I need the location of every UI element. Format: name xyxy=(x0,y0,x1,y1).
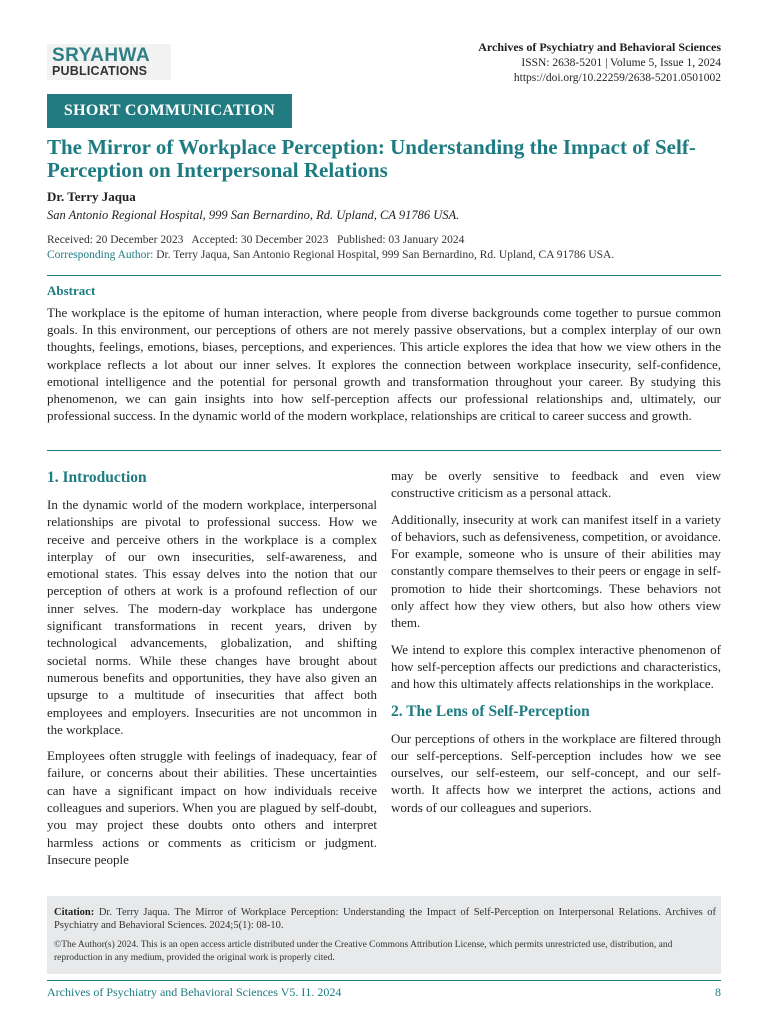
issn-line: ISSN: 2638-5201 | Volume 5, Issue 1, 2024 xyxy=(521,56,721,69)
article-title: The Mirror of Workplace Perception: Understanding the Impact of Self-Perception on Interpersonal Relations xyxy=(47,135,696,182)
page-number: 8 xyxy=(715,985,721,999)
column-right xyxy=(391,467,721,825)
logo-wordmark-bottom: PUBLICATIONS xyxy=(52,64,148,78)
abstract-heading: Abstract xyxy=(47,283,96,298)
paragraph: Employees often struggle with feelings of inadequacy, fear of failure, or concerns about their abilities. These uncertainties can have a significant impact on how individuals receive colleagues and superiors. When you are plagued by self-doubt, you may project these doubts onto others and interpret harmless actions or comments as criticism or judgment. Insecure people xyxy=(47,748,377,867)
author-name: Dr. Terry Jaqua xyxy=(47,189,136,204)
citation-box xyxy=(47,896,721,974)
citation xyxy=(54,906,716,932)
corresponding-author-text: Dr. Terry Jaqua, San Antonio Regional Hospital, 999 San Bernardino, Rd. Upland, CA 91786 USA. xyxy=(156,249,615,261)
paragraph-continued: may be overly sensitive to feedback and even view constructive criticism as a personal attack. xyxy=(391,468,721,501)
paragraph: Our perceptions of others in the workplace are filtered through our self-perceptions. Self-perception includes how we see ourselves, our self-esteem, our self-concept, and our self-worth. It affects how we interpret the actions, actions and words of our colleagues and superiors. xyxy=(391,730,721,815)
divider-footer xyxy=(47,980,721,981)
citation-label: Citation: xyxy=(54,907,95,918)
divider-abstract xyxy=(47,450,721,451)
logo-wordmark-top: SRYAHWA xyxy=(52,45,151,66)
publication-dates: Received: 20 December 2023 Accepted: 30 December 2023 Published: 03 January 2024 xyxy=(47,234,465,246)
paragraph: In the dynamic world of the modern workplace, interpersonal relationships are pivotal to professional success. How we receive and perceive others in the workplace is a complex interplay of our own insecurities, self-awareness, and emotional states. This essay delves into the notion that our perception of others at work is a profound reflection of our inner selves. The modern-day workplace has undergone significant transformations in recent years, driven by technological advancements, globalization, and shifting societal norms. While these changes have brought about numerous benefits and opportunities, they have also given an upsurge to a multitude of insecurities that affect both employees and employers. Insecurities are not uncommon in the workplace. xyxy=(47,497,377,737)
article-type-banner: SHORT COMMUNICATION xyxy=(47,94,292,128)
journal-name: Archives of Psychiatry and Behavioral Sciences xyxy=(478,40,721,54)
license-text: ©The Author(s) 2024. This is an open access article distributed under the Creative Commons Attribution License, which permits unrestricted use, distribution, and reproduction in any medium, provided the original work is properly cited. xyxy=(54,940,673,963)
paragraph: We intend to explore this complex interactive phenomenon of how self-perception affects our predictions and characteristics, and how this ultimately affects relationships in the workplace. xyxy=(391,641,721,692)
section-heading-introduction: 1. Introduction xyxy=(47,469,147,486)
corresponding-author-label: Corresponding Author: xyxy=(47,249,154,261)
publisher-logo xyxy=(47,44,171,80)
footer-journal-issue: Archives of Psychiatry and Behavioral Sciences V5. I1. 2024 xyxy=(47,985,342,999)
corresponding-author xyxy=(47,249,614,261)
abstract-text: The workplace is the epitome of human interaction, where people from diverse backgrounds come together to pursue common goals. In this environment, our perceptions of others are not merely passive observations, but a complex interplay of our own thoughts, feelings, emotions, biases, perceptions, and experiences. This article explores the idea that how we view others in the workplace reflects a lot about our inner selves. It explores the connection between workplace insecurity, self-confidence, emotional intelligence and the potential for personal growth and transformation throughout your career. By studying this phenomenon, we can gain insights into how self-perception affects our professional relationships and, ultimately, our professional success. In the dynamic world of the modern workplace, relationships are critical to career success and growth. xyxy=(47,305,721,424)
journal-info xyxy=(478,40,721,87)
section-heading-lens: 2. The Lens of Self-Perception xyxy=(391,702,590,720)
divider-top xyxy=(47,275,721,276)
author-affiliation: San Antonio Regional Hospital, 999 San Bernardino, Rd. Upland, CA 91786 USA. xyxy=(47,208,460,222)
column-left xyxy=(47,468,377,877)
doi-link[interactable]: https://doi.org/10.22259/2638-5201.0501002 xyxy=(513,72,721,84)
paragraph: Additionally, insecurity at work can manifest itself in a variety of behaviors, such as defensiveness, competition, or avoidance. For example, someone who is unsure of their abilities may constantly compare themselves to their peers or engage in self-promotion to hide their shortcomings. These behaviors not only affect how they view others, but also how others view them. xyxy=(391,511,721,631)
citation-text: Dr. Terry Jaqua. The Mirror of Workplace Perception: Understanding the Impact of Self-Perception on Interpersonal Relations. Archives of Psychiatry and Behavioral Sciences. 2024;5(1): 08-10. xyxy=(54,907,717,932)
